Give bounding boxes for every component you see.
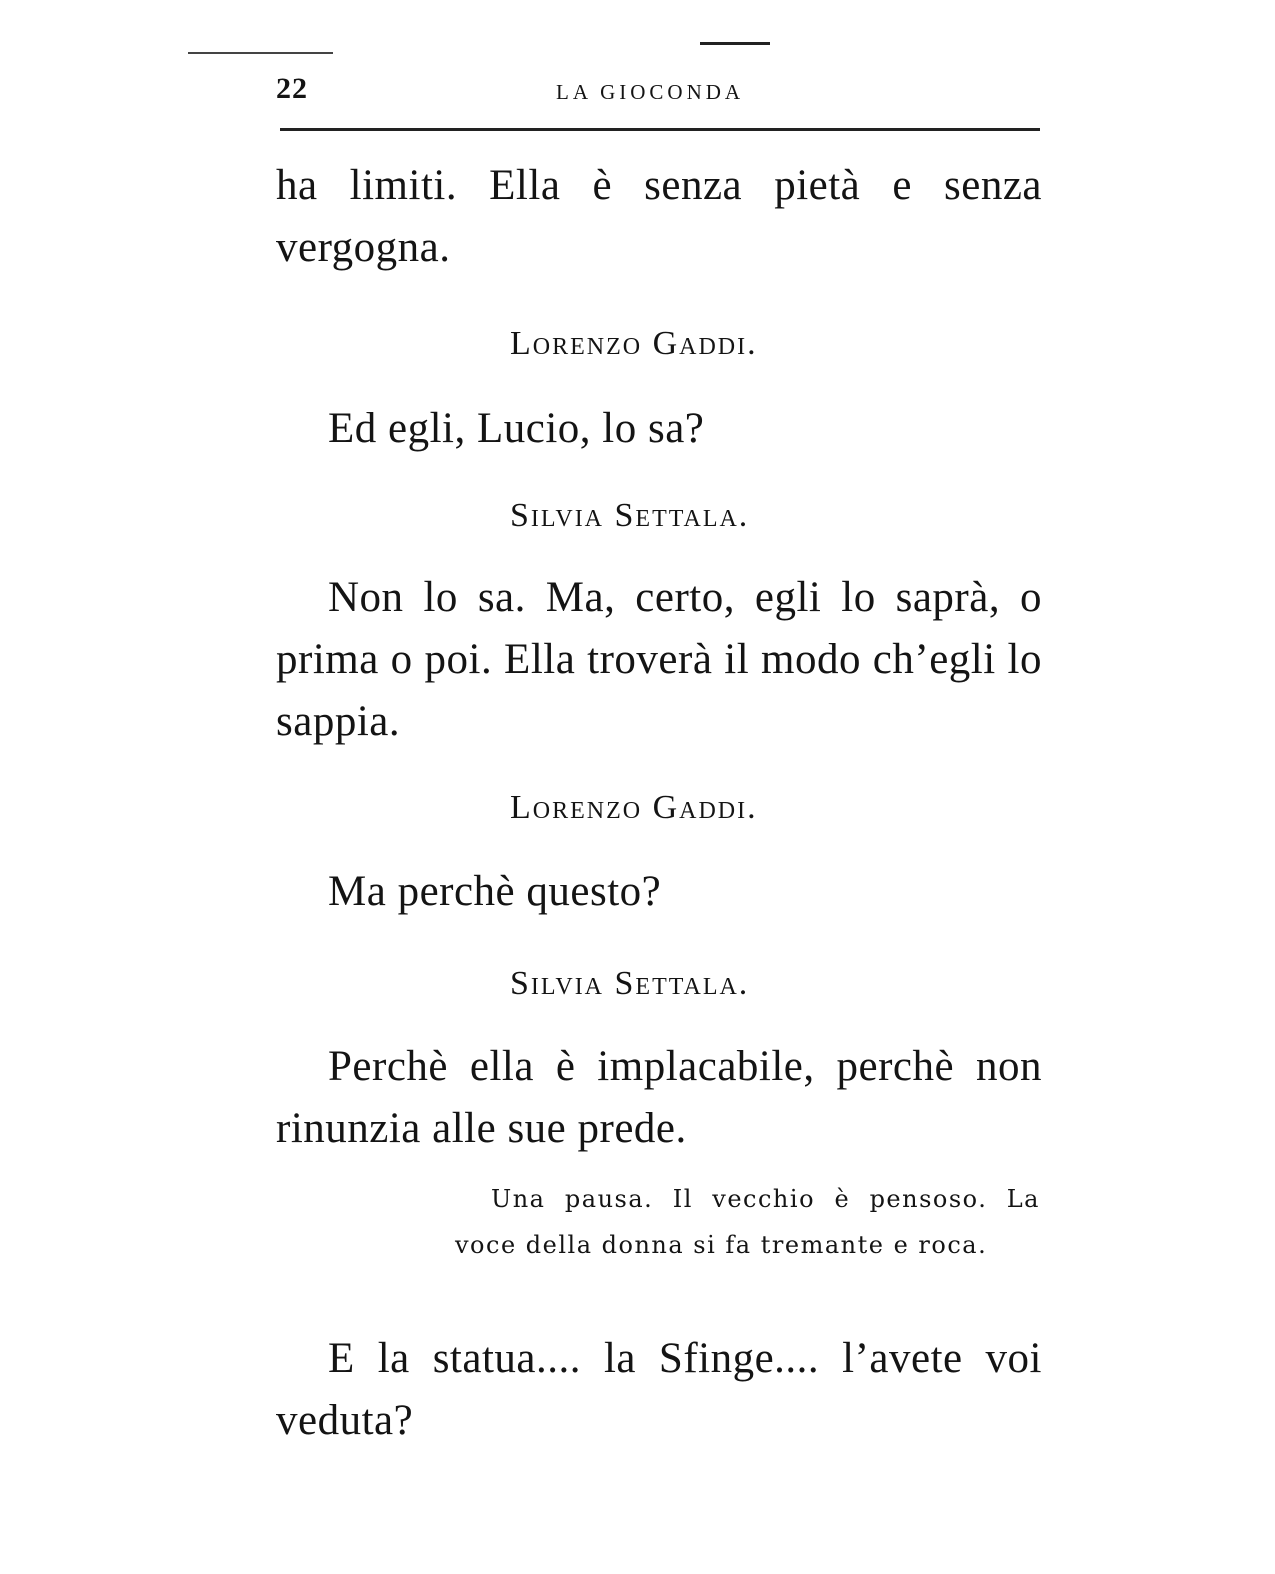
paragraph-continuation: ha limiti. Ella è senza pietà e senza vergogna. <box>276 162 1042 271</box>
dialogue-line: Perchè ella è implacabile, perchè non rinunzia alle sue prede. <box>276 1043 1042 1152</box>
speaker-name: Lorenzo Gaddi. <box>510 789 758 826</box>
speaker-name: Lorenzo Gaddi. <box>510 325 758 362</box>
stage-direction: Una pausa. Il vecchio è pensoso. La voce della donna si fa tremante e roca. <box>455 1185 1040 1259</box>
dialogue-line: Ma perchè questo? <box>328 868 662 915</box>
page-number: 22 <box>276 72 308 105</box>
dialogue-line: Ed egli, Lucio, lo sa? <box>328 405 705 452</box>
speaker-name: Silvia Settala. <box>510 965 750 1002</box>
dialogue-line: E la statua.... la Sfinge.... l’avete voi veduta? <box>276 1335 1042 1444</box>
page-header <box>276 72 1042 108</box>
dialogue-line: Non lo sa. Ma, certo, egli lo saprà, o prima o poi. Ella troverà il modo ch’egli lo sappia. <box>276 574 1042 745</box>
top-margin-mark <box>700 42 770 45</box>
top-margin-rule <box>188 52 333 54</box>
header-rule <box>280 128 1040 131</box>
speaker-name: Silvia Settala. <box>510 497 750 534</box>
running-title: LA GIOCONDA <box>556 80 745 104</box>
